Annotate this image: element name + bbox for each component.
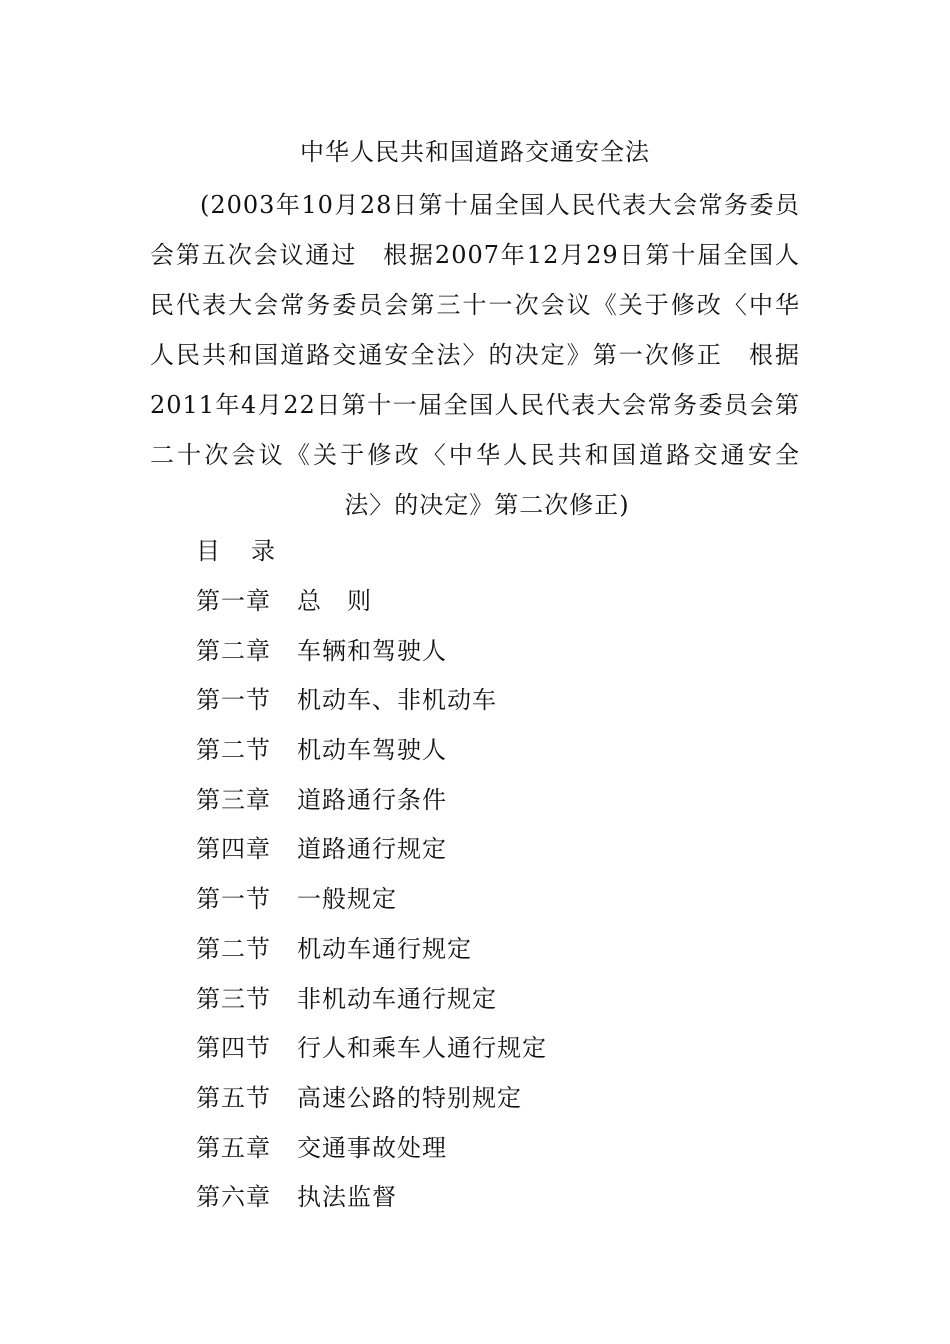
toc-entry — [196, 1073, 796, 1123]
toc-entry-number: 第五章 — [196, 1133, 271, 1162]
toc-entry-number: 第三章 — [196, 785, 271, 814]
toc-entry-title: 机动车、非机动车 — [297, 686, 497, 715]
toc-entry-title: 道路通行规定 — [297, 835, 447, 864]
toc-entry-title: 车辆和驾驶人 — [297, 636, 447, 665]
revision-note-line: 会第五次会议通过 根据2007年12月29日第十届全国人 — [150, 241, 800, 269]
toc-entry-title: 一般规定 — [297, 885, 397, 914]
toc-heading-char: 录 — [251, 537, 275, 565]
document-title: 中华人民共和国道路交通安全法 — [300, 138, 650, 166]
toc-entry-number: 第二节 — [196, 934, 271, 963]
toc-entry-number: 第四节 — [196, 1034, 271, 1063]
toc-entry-title: 道路通行条件 — [297, 785, 447, 814]
table-of-contents — [196, 526, 796, 1222]
toc-entry — [196, 1023, 796, 1073]
revision-note — [150, 180, 800, 530]
toc-entry-title: 机动车驾驶人 — [297, 736, 447, 765]
toc-entry-title: 非机动车通行规定 — [297, 984, 497, 1013]
revision-note-line: 2011年4月22日第十一届全国人民代表大会常务委员会第 — [150, 391, 800, 419]
toc-entry — [196, 725, 796, 775]
toc-entry-title: 行人和乘车人通行规定 — [297, 1034, 547, 1063]
toc-entry — [196, 924, 796, 974]
toc-entry-title: 总 则 — [297, 587, 372, 615]
revision-note-line: 法〉的决定》第二次修正) — [344, 491, 630, 519]
toc-entry-number: 第六章 — [196, 1183, 271, 1212]
toc-entry-number: 第五节 — [196, 1083, 271, 1112]
toc-heading-char: 目 — [196, 537, 220, 565]
revision-note-line: (2003年10月28日第十届全国人民代表大会常务委员 — [200, 191, 800, 219]
toc-entry-number: 第一节 — [196, 885, 271, 914]
toc-entry — [196, 824, 796, 874]
revision-note-line: 二十次会议《关于修改〈中华人民共和国道路交通安全 — [150, 441, 800, 469]
toc-entry-title: 机动车通行规定 — [297, 934, 472, 963]
toc-entry-number: 第一节 — [196, 686, 271, 715]
toc-entry-number: 第一章 — [196, 587, 271, 615]
toc-entry-title: 交通事故处理 — [297, 1133, 447, 1162]
toc-entry — [196, 775, 796, 825]
toc-entry-number: 第二章 — [196, 636, 271, 665]
toc-entry — [196, 626, 796, 676]
toc-entry-number: 第二节 — [196, 736, 271, 765]
revision-note-line: 民代表大会常务委员会第三十一次会议《关于修改〈中华 — [150, 291, 800, 319]
toc-entry-number: 第四章 — [196, 835, 271, 864]
toc-heading — [196, 526, 796, 576]
toc-entry-title: 执法监督 — [297, 1183, 397, 1212]
toc-entry — [196, 874, 796, 924]
revision-note-line: 人民共和国道路交通安全法〉的决定》第一次修正 根据 — [150, 341, 800, 369]
toc-entry — [196, 974, 796, 1024]
toc-entry-number: 第三节 — [196, 984, 271, 1013]
toc-entry — [196, 1172, 796, 1222]
toc-entry-title: 高速公路的特别规定 — [297, 1083, 522, 1112]
toc-entry — [196, 1123, 796, 1173]
toc-entry — [196, 576, 796, 626]
toc-entry — [196, 675, 796, 725]
